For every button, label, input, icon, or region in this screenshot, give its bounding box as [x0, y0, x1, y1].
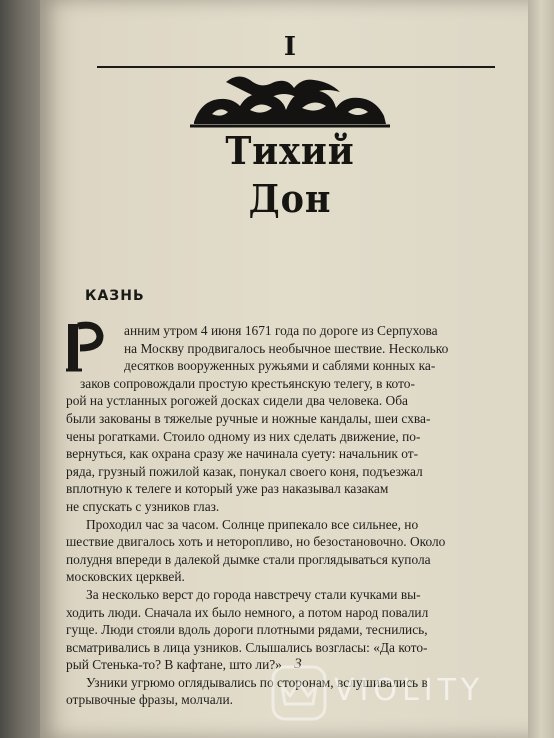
next-page-edge [528, 0, 554, 738]
text-line: полудня впереди в далекой дымке стали проглядываться купола [66, 551, 431, 567]
part-numeral: I [283, 32, 297, 62]
text-line: шествие двигалось хоть и неторопливо, но безостановочно. Около [66, 534, 446, 550]
text-line: анним утром 4 июня 1671 года по дороге из Серпухова [124, 323, 438, 338]
text-line: московских церквей. [66, 569, 185, 585]
text-line: вплотную к телеге и который уже раз наказывал казакам [66, 481, 389, 497]
text-line: Узники угрюмо оглядывались по сторонам, вслушивались в [86, 674, 428, 690]
book-title-line-2: Дон [248, 176, 332, 221]
decorative-ornament [190, 70, 390, 128]
paragraph-2 [66, 516, 500, 586]
text-line: ходить люди. Сначала их было немного, а потом народ повалил [66, 604, 429, 620]
page-number: 3 [294, 656, 302, 672]
text-line: отрывочные фразы, молчали. [66, 692, 233, 708]
text-line: всматривались в лица узников. Слышались возгласы: «Да кото- [66, 639, 428, 655]
text-line: гуще. Люди стояли вдоль дороги плотными рядами, теснились, [66, 622, 428, 638]
paragraph-1 [66, 322, 500, 516]
drop-cap-letter: Р [96, 368, 97, 369]
text-line: заков сопровождали простую крестьянскую телегу, в кото- [80, 375, 415, 391]
text-line: рой на устланных рогожей досках сидели два человека. Оба [66, 393, 408, 409]
text-line: рый Стенька-то? В кафтане, што ли?» [66, 657, 282, 673]
text-line: ряда, грузный пожилой казак, понукал своего коня, подъезжал [66, 463, 423, 479]
paragraph-3 [66, 586, 500, 674]
text-line: десятков вооруженных ружьями и саблями конных ка- [124, 358, 436, 374]
watermark-text: VIOLITY [334, 673, 485, 708]
text-line: не спускать с узников глаз. [66, 498, 220, 514]
text-line: Проходил час за часом. Солнце припекало все сильнее, но [86, 516, 419, 532]
text-line: на Москву продвигалось необычное шествие. Несколько [124, 340, 449, 356]
book-title-line-1: Тихий [225, 128, 355, 173]
header-rule [97, 66, 495, 68]
chapter-heading: КАЗНЬ [85, 288, 145, 304]
text-line: За несколько верст до города навстречу стали кучками вы- [86, 586, 421, 602]
text-line: были закованы в тяжелые ручные и ножные кандалы, шеи схва- [66, 410, 431, 426]
text-line: чены рогатками. Стоило одному из них сделать движение, по- [66, 428, 421, 444]
body-text [66, 322, 500, 709]
text-line: вернуться, как охрана сразу же начинала суету: начальник от- [66, 446, 419, 462]
